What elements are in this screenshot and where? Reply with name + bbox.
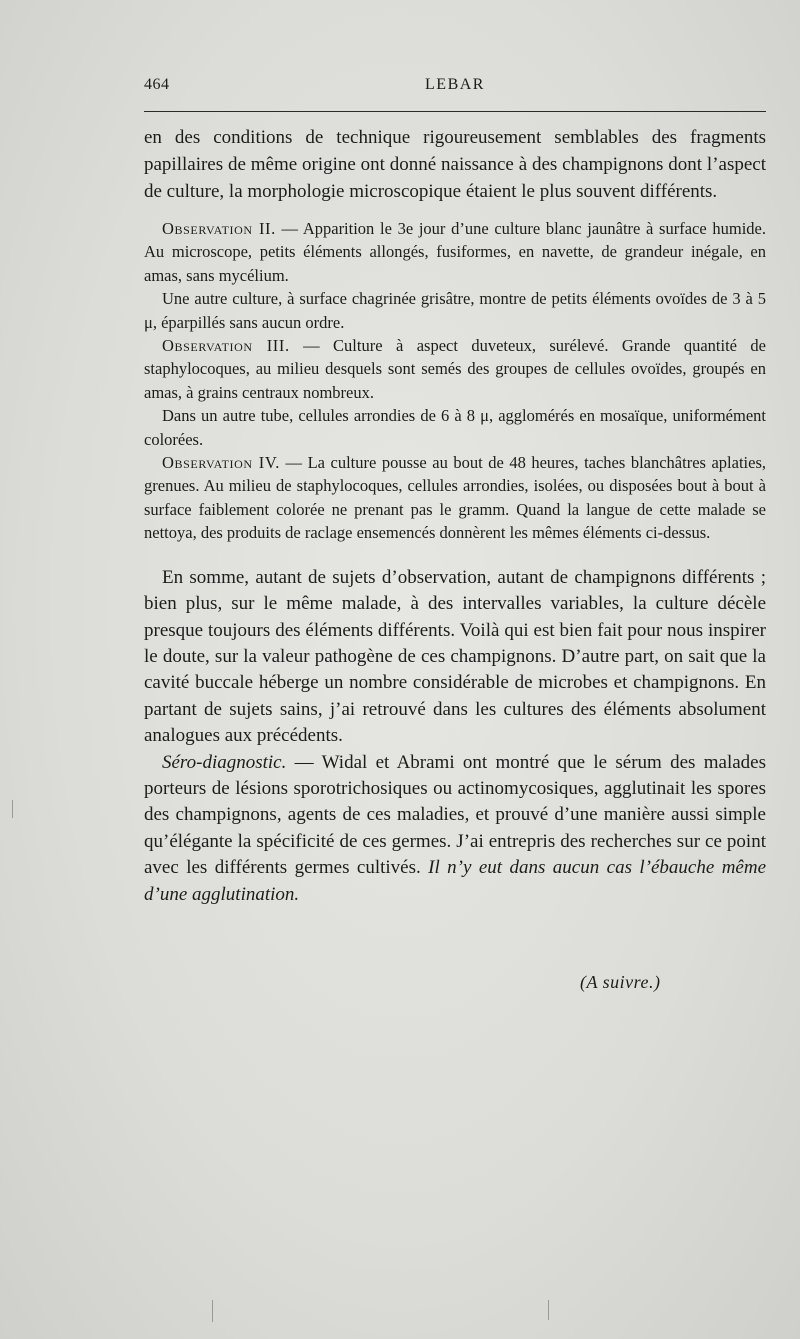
serodiagnostic-conclusion: Il n’y eut dans aucun cas l’ébauche même d’une agglutination.	[144, 857, 767, 905]
serodiagnostic-paragraph	[144, 750, 766, 908]
observation-3	[144, 334, 766, 404]
observations-block	[144, 217, 766, 545]
observation-text: Dans un autre tube, cellules arrondies de 6 à 8 μ, agglomérés en mosaïque, uniformément colorées.	[144, 406, 766, 449]
paper-scratch	[12, 800, 13, 818]
conclusion-paragraph: En somme, autant de sujets d’observation, autant de champignons différents ; bien plus, sur le même malade, à des intervalles variables, la culture décèle presque toujours des éléments différents. Voilà qui est bien fait pour nous inspirer le doute, sur la valeur pathogène de ces champignons. D’autre part, on sait que la cavité buccale héberge un nombre considérable de microbes et champignons. En partant de sujets sains, j’ai retrouvé dans les cultures des éléments absolument analogues aux précédents.	[144, 566, 766, 747]
observation-label: Observation III.	[162, 336, 290, 356]
paper-scratch	[212, 1300, 213, 1322]
observation-label: Observation IV.	[162, 453, 281, 473]
page-number: 464	[144, 76, 170, 93]
page-body	[144, 124, 766, 908]
observation-3-continued	[144, 404, 766, 451]
serodiagnostic-text: — Widal et Abrami ont montré que le sérum des malades porteurs de lésions sporotrichosiques ou actinomycosiques, agglutinait les spores des champignons, agents de ces maladies, et prouvé d’une manière aussi simple qu’élégante la spécificité de ces germes. J’ai entrepris des recherches sur ce point avec les différents germes cultivés.	[144, 751, 766, 879]
running-title: LEBAR	[425, 76, 485, 93]
observation-4	[144, 451, 766, 545]
observation-label: Observation II.	[162, 219, 276, 238]
paper-scratch	[548, 1300, 549, 1320]
intro-paragraph: en des conditions de technique rigoureusement semblables des fragments papillaires de même origine ont donné naissance à des champignons dont l’aspect de culture, la morphologie microscopique étaient le plus souvent différents.	[144, 127, 766, 202]
observation-text: Une autre culture, à surface chagrinée grisâtre, montre de petits éléments ovoïdes de 3 à 5 μ, éparpillés sans aucun ordre.	[144, 289, 766, 332]
observation-2	[144, 217, 766, 287]
page-header	[144, 76, 766, 100]
observation-text: — Culture à aspect duveteux, surélevé. Grande quantité de staphylocoques, au milieu desquels sont semés des groupes de cellules ovoïdes, groupés en amas, à grains centraux nombreux.	[144, 336, 766, 402]
header-rule	[144, 111, 766, 112]
serodiagnostic-heading: Séro-diagnostic.	[162, 751, 287, 773]
observation-text: — La culture pousse au bout de 48 heures, taches blanchâtres aplaties, grenues. Au milieu de staphylocoques, cellules arrondies, isolées, ou disposées bout à bout à surface faiblement colorée ne prenant pas le gramm. Quand la langue de cette malade se nettoya, des produits de raclage ensemencés donnèrent les mêmes éléments ci-dessus.	[144, 453, 766, 543]
discussion-block	[144, 565, 766, 908]
observation-2-continued	[144, 287, 766, 334]
to-be-continued: (A suivre.)	[580, 972, 661, 992]
observation-text: — Apparition le 3e jour d’une culture blanc jaunâtre à surface humide. Au microscope, petits éléments allongés, fusiformes, en navette, de grandeur inégale, en amas, sans mycélium.	[144, 219, 766, 285]
